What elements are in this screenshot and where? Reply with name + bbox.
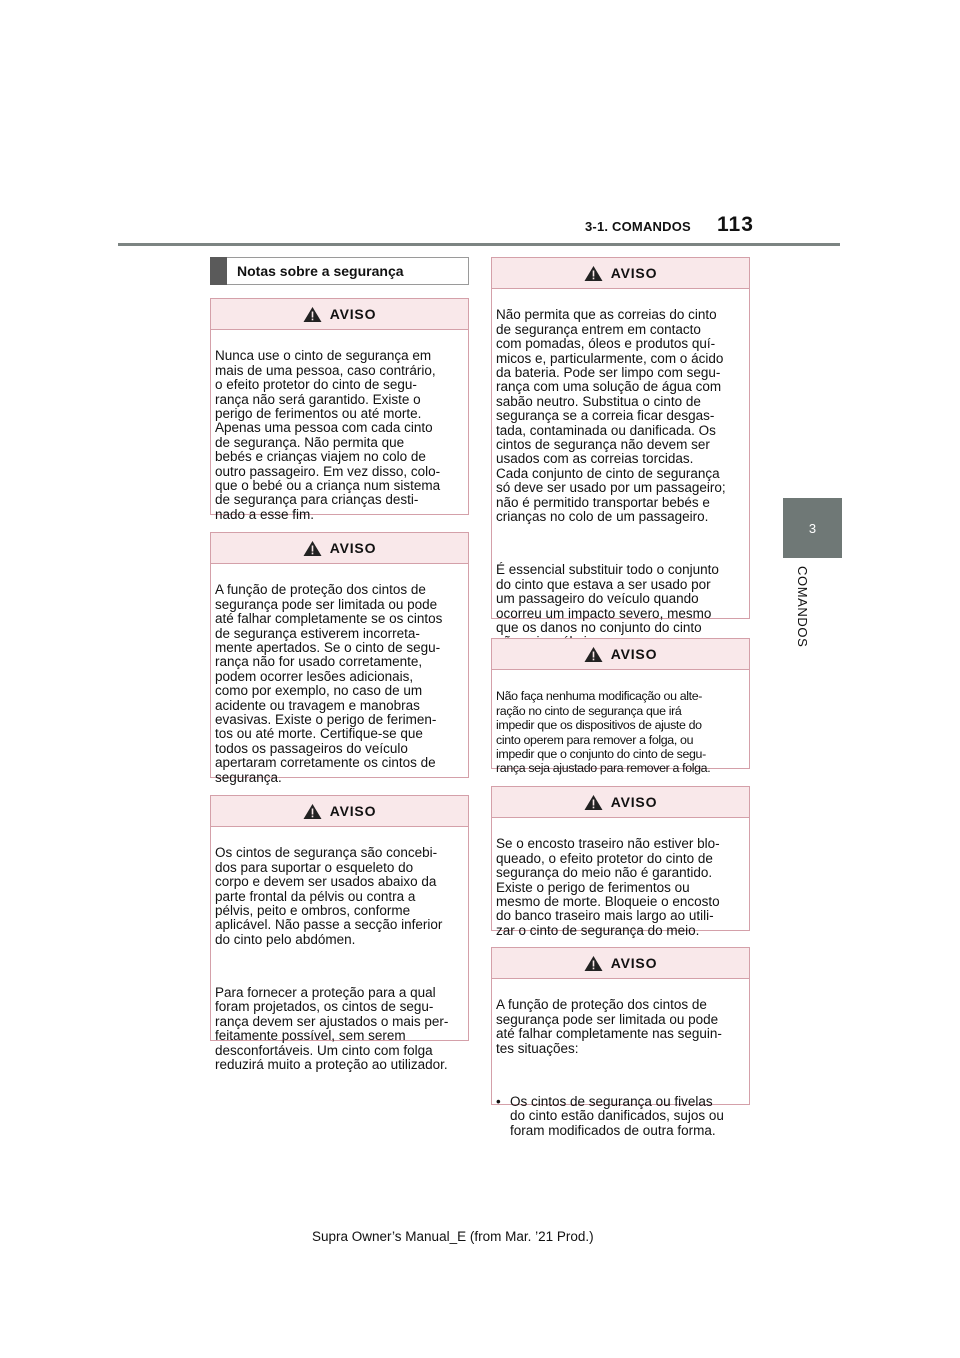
- warning-box: [491, 257, 750, 635]
- warning-paragraph: Se o encosto traseiro não estiver blo- queado, o efeito protetor do cinto de segurança do meio não é garantido. Existe o perigo de ferimentos ou mesmo de morte. Bloqueie o encosto do banco traseiro mais largo ao utili- zar o cinto de segurança do meio.: [496, 836, 720, 938]
- section-heading: [210, 257, 469, 285]
- warning-label: AVISO: [610, 794, 658, 810]
- chapter-section-title: 3-1. COMANDOS: [585, 219, 691, 234]
- warning-triangle-icon: [584, 794, 603, 811]
- warning-text: [492, 289, 749, 670]
- warning-label: AVISO: [610, 955, 658, 971]
- header-divider: [118, 243, 840, 246]
- warning-bullet-text: Os cintos de segurança ou fivelas do cinto estão danificados, sujos ou foram modificados de outra forma.: [510, 1093, 724, 1138]
- warning-triangle-icon: [303, 306, 322, 323]
- warning-label: AVISO: [610, 646, 658, 662]
- page-footer: Supra Owner’s Manual_E (from Mar. ’21 Prod.): [312, 1229, 594, 1244]
- warning-paragraph: A função de proteção dos cintos de segurança pode ser limitada ou pode até falhar completamente se os cintos de segurança estiverem incorreta- mente apertados. Se o cinto de segu- rança não for usado corretamente, podem ocorrer lesões adicionais, como por exemplo, no caso de um acidente ou travagem e manobras evasivas. Existe o perigo de ferimen- tos ou até morte. Certifique-se que todos os passageiros do veículo apertaram corretamente os cintos de segurança.: [215, 582, 443, 785]
- warning-text: [211, 330, 468, 543]
- warning-text: [492, 670, 749, 796]
- warning-header: [492, 787, 749, 818]
- warning-label: AVISO: [329, 540, 377, 556]
- warning-box: [210, 298, 469, 522]
- warning-paragraph: Não permita que as correias do cinto de segurança entrem em contacto com pomadas, óleos e produtos quí- micos e, particularmente, com o ácido da bateria. Pode ser limpo com segu- rança com uma solução de água com sabão neutro. Substitua o cinto de segurança se a correia ficar desgas- tada, contaminada ou danificada. Os cintos de segurança não devem ser usados com as correias torcidas. Cada conjunto de cinto de segurança só deve ser usado por um passageiro; não é permitido transportar bebés e crianças no colo de um passageiro.: [496, 307, 726, 525]
- warning-paragraph: Os cintos de segurança são concebi- dos para suportar o esqueleto do corpo e devem ser usados abaixo da parte frontal da pélvis ou contra a pélvis, peito e ombros, conforme aplicável. Não passe a secção inferior do cinto pelo abdómen.: [215, 845, 443, 947]
- warning-header: [492, 948, 749, 979]
- warning-header: [211, 299, 468, 330]
- warning-label: AVISO: [329, 306, 377, 322]
- warning-label: AVISO: [610, 265, 658, 281]
- warning-paragraph: Não faça nenhuma modificação ou alte- ração no cinto de segurança que irá impedir que os dispositivos de ajuste do cinto operem para remover a folga, ou impedir que o conjunto do cinto de segu- rança seja ajustado para remover a folga.: [496, 689, 711, 776]
- warning-box: [491, 638, 750, 776]
- warning-triangle-icon: [584, 955, 603, 972]
- warning-text: [211, 827, 468, 1093]
- warning-box: [210, 795, 469, 1073]
- warning-box: [491, 947, 750, 1138]
- chapter-tab-label: COMANDOS: [795, 566, 810, 648]
- warning-header: [492, 258, 749, 289]
- warning-text: [211, 564, 468, 806]
- section-heading-title: Notas sobre a segurança: [237, 263, 404, 279]
- warning-header: [492, 639, 749, 670]
- warning-triangle-icon: [303, 803, 322, 820]
- warning-header: [211, 796, 468, 827]
- warning-text: [492, 979, 749, 1158]
- warning-header: [211, 533, 468, 564]
- warning-paragraph: É essencial substituir todo o conjunto do cinto que estava a ser usado por um passageiro do veículo quando ocorreu um impacto severo, mesmo que os danos no conjunto do cinto: [496, 562, 719, 635]
- warning-paragraph: Nunca use o cinto de segurança em mais de uma pessoa, caso contrário, o efeito protetor do cinto de segu- rança não será garantido. Existe o perigo de ferimentos ou até morte. Apenas uma pessoa com cada cinto de segurança. Não permita que bebés e crianças viajem no colo de outro passageiro. Em vez disso, colo- que o bebé ou a criança num sistema de segurança para crianças desti- nado a esse fim.: [215, 348, 441, 522]
- bullet-dot-icon: •: [496, 1093, 501, 1109]
- warning-bullet-item: [496, 1095, 745, 1138]
- warning-triangle-icon: [584, 265, 603, 282]
- warning-box: [210, 532, 469, 785]
- page-number: 113: [717, 213, 754, 236]
- warning-box: [491, 786, 750, 938]
- chapter-tab-number: 3: [808, 520, 817, 536]
- chapter-tab[interactable]: [783, 498, 842, 558]
- warning-triangle-icon: [584, 646, 603, 663]
- section-heading-marker: [210, 257, 227, 285]
- warning-triangle-icon: [303, 540, 322, 557]
- warning-paragraph: Para fornecer a proteção para a qual foram projetados, os cintos de segu- rança devem ser ajustados o mais per- feitamente possível, sem serem desconfortáveis. Um cinto com folga reduzirá muito a proteção ao utilizador.: [215, 985, 449, 1073]
- warning-text: [492, 818, 749, 959]
- warning-paragraph: A função de proteção dos cintos de segurança pode ser limitada ou pode até falhar completamente nas seguin- tes situações:: [496, 997, 722, 1056]
- warning-label: AVISO: [329, 803, 377, 819]
